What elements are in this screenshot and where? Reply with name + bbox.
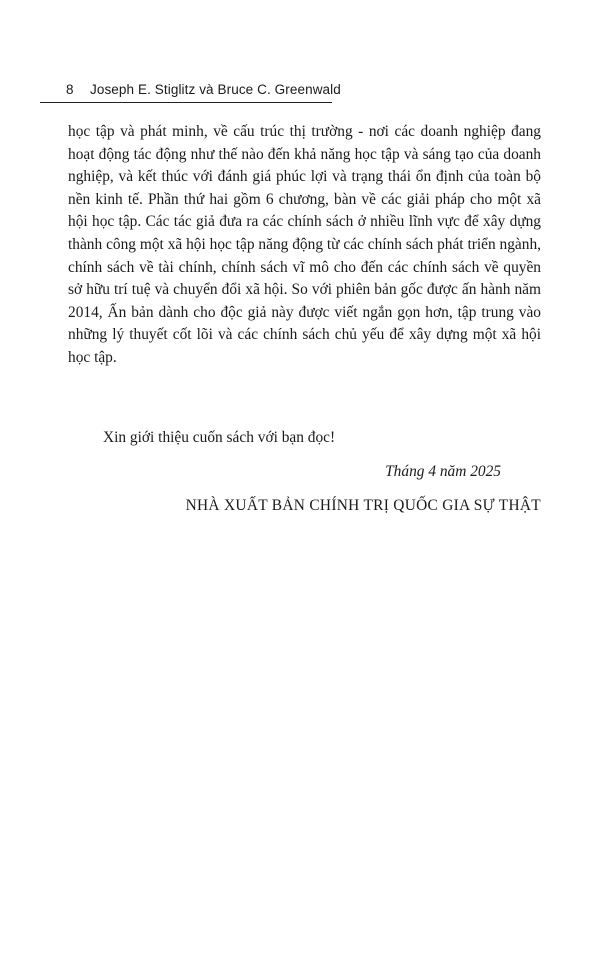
signature-publisher: NHÀ XUẤT BẢN CHÍNH TRỊ QUỐC GIA SỰ THẬT [185, 497, 541, 514]
body-text [68, 121, 541, 370]
running-title: Joseph E. Stiglitz và Bruce C. Greenwald [90, 82, 341, 97]
intro-line: Xin giới thiệu cuốn sách với bạn đọc! [103, 429, 336, 446]
running-header [66, 82, 341, 97]
body-paragraph: học tập và phát minh, về cấu trúc thị trường - nơi các doanh nghiệp đang hoạt động tác động như thế nào đến khả năng học tập và sáng tạo của doanh nghiệp, và kết thúc với đánh giá phúc lợi và trạng thái ổn định của toàn bộ nền kinh tế. Phần thứ hai gồm 6 chương, bàn về các giải pháp cho một xã hội học tập. Các tác giả đưa ra các chính sách ở nhiều lĩnh vực để xây dựng thành công một xã hội học tập năng động từ các chính sách phát triển ngành, chính sách về tài chính, chính sách vĩ mô cho đến các chính sách về quyền sở hữu trí tuệ và chuyển đổi xã hội. So với phiên bản gốc được ấn hành năm 2014, Ấn bản dành cho độc giả này được viết ngắn gọn hơn, tập trung vào những lý thuyết cốt lõi và các chính sách chủ yếu để xây dựng một xã hội học tập. [68, 123, 541, 366]
header-rule [40, 102, 332, 103]
page-number: 8 [66, 82, 74, 97]
signature-date: Tháng 4 năm 2025 [385, 463, 501, 480]
